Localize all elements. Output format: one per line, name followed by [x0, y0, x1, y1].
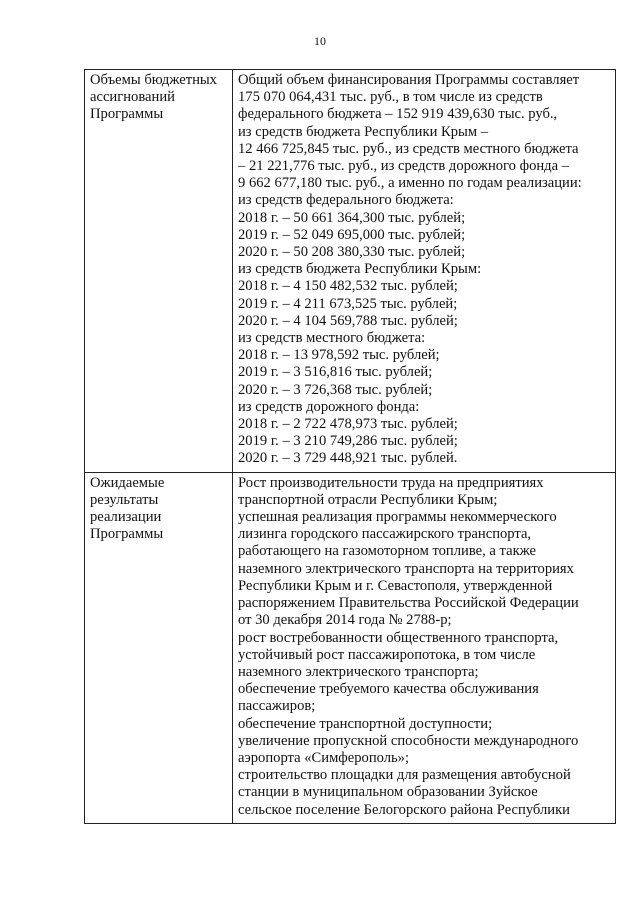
content-line: 2018 г. – 4 150 482,532 тыс. рублей;: [238, 278, 458, 295]
content-line: 2020 г. – 4 104 569,788 тыс. рублей;: [238, 312, 458, 329]
program-passport-table: [84, 69, 616, 824]
content-line: от 30 декабря 2014 года № 2788-р;: [238, 612, 452, 629]
content-line: лизинга городского пассажирского транспорта,: [238, 526, 532, 543]
content-line: аэропорта «Симферополь»;: [238, 749, 410, 766]
content-line: станции в муниципальном образовании Зуйское: [238, 784, 538, 801]
content-line: наземного электрического транспорта;: [238, 663, 479, 680]
content-line: 175 070 064,431 тыс. руб., в том числе из средств: [238, 89, 543, 106]
label-line: Объемы бюджетных: [90, 72, 217, 88]
content-line: 2019 г. – 52 049 695,000 тыс. рублей;: [238, 226, 466, 243]
page-number: 10: [314, 34, 326, 48]
label-line: реализации: [90, 509, 162, 526]
row-content-results: [233, 472, 616, 823]
content-line: устойчивый рост пассажиропотока, в том числе: [238, 646, 536, 663]
content-line: 2019 г. – 3 210 749,286 тыс. рублей;: [238, 433, 458, 450]
content-line: Рост производительности труда на предприятиях: [238, 474, 544, 491]
content-line: транспортной отрасли Республики Крым;: [238, 491, 498, 508]
table-row-results: [85, 472, 616, 823]
content-line: Общий объем финансирования Программы составляет: [238, 72, 580, 88]
content-line: 2018 г. – 13 978,592 тыс. рублей;: [238, 347, 440, 364]
content-line: из средств местного бюджета:: [238, 330, 426, 347]
content-line: Республики Крым и г. Севастополя, утвержденной: [238, 577, 553, 594]
content-line: – 21 221,776 тыс. руб., из средств дорожного фонда –: [238, 158, 570, 175]
label-line: ассигнований: [90, 89, 175, 106]
label-line: Программы: [90, 106, 164, 123]
content-line: строительство площадки для размещения автобусной: [238, 767, 571, 784]
table-row-budget: [85, 70, 616, 473]
content-line: обеспечение требуемого качества обслуживания: [238, 681, 539, 698]
row-label-budget: [85, 70, 233, 473]
content-line: наземного электрического транспорта на территориях: [238, 560, 574, 577]
content-line: 2020 г. – 50 208 380,330 тыс. рублей;: [238, 244, 466, 261]
content-line: федерального бюджета – 152 919 439,630 тыс. руб.,: [238, 106, 558, 123]
content-line: работающего на газомоторном топливе, а также: [238, 543, 537, 560]
content-line: распоряжением Правительства Российской Федерации: [238, 595, 579, 612]
row-label-results: [85, 472, 233, 823]
content-line: 9 662 677,180 тыс. руб., а именно по годам реализации:: [238, 175, 582, 192]
content-line: 2018 г. – 50 661 364,300 тыс. рублей;: [238, 209, 466, 226]
row-content-budget: [233, 70, 616, 473]
content-line: 2020 г. – 3 726,368 тыс. рублей;: [238, 381, 433, 398]
label-line: результаты: [90, 491, 159, 508]
content-line: 2019 г. – 4 211 673,525 тыс. рублей;: [238, 295, 458, 312]
content-line: рост востребованности общественного транспорта,: [238, 629, 559, 646]
content-line: 12 466 725,845 тыс. руб., из средств местного бюджета: [238, 140, 579, 157]
content-line: из средств федерального бюджета:: [238, 192, 454, 209]
content-line: 2019 г. – 3 516,816 тыс. рублей;: [238, 364, 433, 381]
content-line: 2020 г. – 3 729 448,921 тыс. рублей.: [238, 450, 458, 467]
content-line: 2018 г. – 2 722 478,973 тыс. рублей;: [238, 416, 458, 433]
content-line: обеспечение транспортной доступности;: [238, 715, 493, 732]
content-line: увеличение пропускной способности международного: [238, 732, 579, 749]
content-line: успешная реализация программы некоммерческого: [238, 509, 557, 526]
label-line: Ожидаемые: [90, 474, 165, 491]
content-line: из средств дорожного фонда:: [238, 398, 420, 415]
label-line: Программы: [90, 526, 164, 543]
content-line: сельское поселение Белогорского района Республики: [238, 801, 570, 818]
content-line: из средств бюджета Республики Крым:: [238, 261, 482, 278]
content-line: из средств бюджета Республики Крым –: [238, 123, 489, 140]
content-line: пассажиров;: [238, 698, 316, 715]
